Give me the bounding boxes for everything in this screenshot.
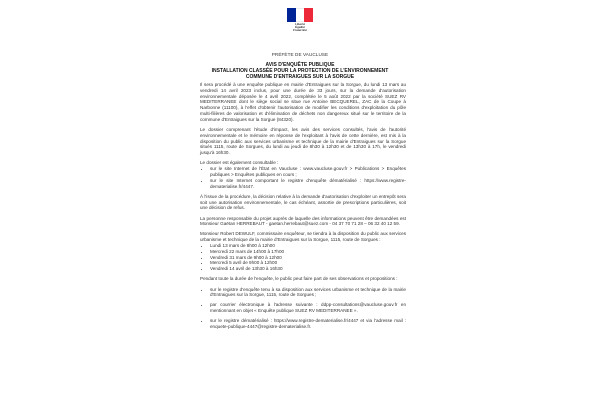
republique-francaise-logo [280,8,320,32]
heading-line-1: AVIS D'ENQUÊTE PUBLIQUE [265,62,335,68]
dossier-paragraph: Le dossier comprenant l'étude d'impact, les avis des services consultés, l'avis de l'autorité environnementale et le mémoire en réponse de l'exploitant à l'avis de cette dernière, est mis à la disposition du public aux services urbanisme et technique de la mairie d'Entraigues sur la Sorgue situés 1115, route de Sorgues, du lundi au jeudi de 8h30 à 12h30 et de 13h30 à 17h, le vendredi jusqu'à 16h30. [200,126,406,156]
list-item: • sur le registre dématérialisé : https://www.registre-dematerialise.fr/4447 et via l'adresse mail : enquete-publique-4447@registre-dematerialise.fr. [210,318,406,330]
notice-heading [0,62,600,80]
logo-line-2: Égalité [295,25,305,29]
prefecture-title: PRÉFÈTE DE VAUCLUSE [271,52,329,57]
list-item: • sur le registre d'enquête tenu à sa disposition aux services urbanisme et technique de la mairie d'Entraigues sur la Sorgue, 1115, route de Sorgues ; [210,287,406,299]
permanences-list [200,243,406,272]
list-item: • Mercredi 22 mars de 14h00 à 17h00 [210,249,406,255]
heading-line-3: COMMUNE D'ENTRAIGUES SUR LA SORGUE [245,74,355,80]
list-item: • par courrier électronique à l'adresse suivante : ddpp-consultations@vaucluse.gouv.fr en mentionnant en objet « Enquête publique SUEZ RV MEDITERRANEE ». [210,302,406,314]
list-item: • Vendredi 31 mars de 9h00 à 12h00 [210,255,406,261]
list-item: • Mercredi 5 avril de 9h00 à 12h00 [210,260,406,266]
issue-paragraph: À l'issue de la procédure, la décision relative à la demande d'autorisation d'exploiter un entrepôt sera soit une autorisation environnementale, le cas échéant, assortie de prescriptions particulières, soit une décision de refus. [200,193,406,211]
french-flag-icon [287,8,313,22]
intro-paragraph: Il sera procédé à une enquête publique en mairie d'Entraigues sur la Sorgue, du lundi 13 mars au vendredi 14 avril 2023 inclus, pour une durée de 33 jours, sur la demande d'autorisation environnementale déposée le 4 avril 2022, complétée le 5 août 2022 par la société SUEZ RV MEDITERRANEE dont le siège social se situe rue Antoine BECQUEREL, ZAC de la Coupe à Narbonne (11100), à l'effet d'obtenir l'autorisation de modifier les conditions d'exploitation du pôle multi-filières de valorisation et d'élimination de déchets non dangereux situé sur le territoire de la commune d'Entraigues sur la Sorgue (84320). [200,82,406,122]
observations-list [200,287,406,330]
list-item: • sur le site Internet comportant le registre d'enquête dématérialisé : https://www.registre-dematerialise.fr/4447. [210,178,406,190]
heading-line-2: INSTALLATION CLASSÉE POUR LA PROTECTION DE L'ENVIRONNEMENT [211,68,389,74]
list-item: • Lundi 13 mars de 8h00 à 12h00 [210,243,406,249]
observations-intro: Pendant toute la durée de l'enquête, le public peut faire part de ses observations et propositions : [200,276,398,282]
logo-motto [280,23,320,32]
logo-line-1: Liberté [294,22,305,26]
consult-list [200,166,406,189]
consult-intro: Le dossier est également consultable : [200,160,279,166]
responsible-paragraph: La personne responsable du projet auprès de laquelle des informations peuvent être demandées est Monsieur Gaëtan HERREBAUT - gaetan.herrebaut@suez.com - 04 37 70 71 28 – 06 32 40 12 59. [200,215,406,227]
notice-body [200,82,406,334]
commissioner-paragraph: Monsieur Robert DEWULF, commissaire enquêteur, se tiendra à la disposition du public aux services urbanisme et technique de la mairie d'Entraigues sur la Sorgue, 1115, route de Sorgues : [200,231,406,243]
list-item: • Vendredi 14 avril de 13h30 à 16h30 [210,266,406,272]
logo-line-3: Fraternité [293,28,307,32]
list-item: • sur le site Internet de l'État en Vaucluse : www.vaucluse.gouv.fr > Publications > Enquêtes publiques > Enquêtes publiques en cours ; [210,166,406,178]
